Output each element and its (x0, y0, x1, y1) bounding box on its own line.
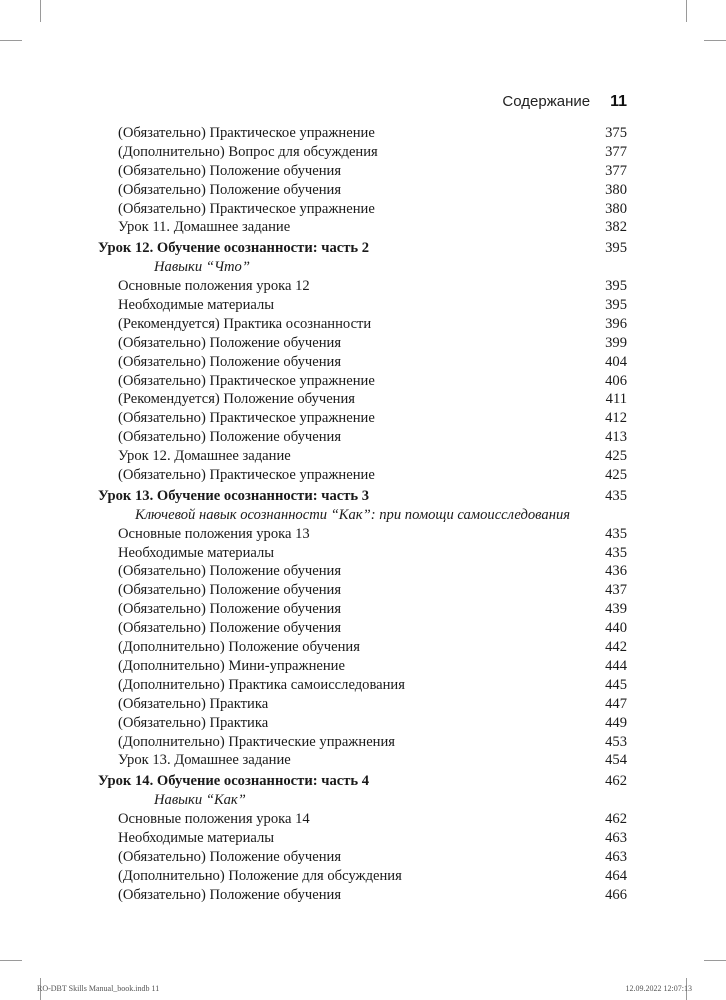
toc-entry-title: (Обязательно) Практическое упражнение (118, 372, 375, 389)
toc-entry-title: (Обязательно) Положение обучения (118, 429, 342, 446)
toc-entry (98, 447, 627, 466)
toc-entry (98, 544, 627, 563)
toc-lesson-subtitle (98, 791, 627, 810)
toc-entry-page-number: 395 (605, 240, 627, 257)
toc-entry-page-number: 453 (605, 733, 627, 750)
crop-mark-right-bottom (704, 960, 726, 961)
toc-entry-page-number: 447 (605, 695, 627, 712)
toc-entry-title: Урок 11. Домашнее задание (118, 219, 291, 236)
toc-entry-page-number: 413 (605, 429, 627, 446)
toc-lesson-heading (98, 487, 627, 506)
toc-entry-page-number: 437 (605, 582, 627, 599)
toc-entry-title: (Дополнительно) Практика самоисследования (118, 676, 405, 693)
toc-entry-title: (Дополнительно) Положение обучения (118, 639, 360, 656)
toc-entry (98, 848, 627, 867)
toc-entry-title: Навыки “Что” (154, 259, 250, 276)
toc-entry-title: Ключевой навык осознанности “Как”: при помощи самоисследования (135, 506, 571, 523)
toc-entry-page-number: 404 (605, 353, 627, 370)
toc-entry-title: (Обязательно) Положение обучения (118, 848, 342, 865)
toc-entry-title: (Обязательно) Практика (118, 714, 269, 731)
toc-entry-title: (Обязательно) Положение обучения (118, 353, 342, 370)
toc-entry-title: Урок 13. Обучение осознанности: часть 3 (98, 487, 370, 504)
toc-entry-title: Урок 12. Обучение осознанности: часть 2 (98, 240, 370, 257)
toc-entry-title: (Обязательно) Положение обучения (118, 620, 342, 637)
toc-lesson-heading (98, 239, 627, 258)
toc-entry-page-number: 380 (605, 181, 627, 198)
toc-entry-page-number: 382 (605, 219, 627, 236)
toc-entry (98, 218, 627, 237)
toc-lesson-heading (98, 772, 627, 791)
toc-entry-title: (Обязательно) Практическое упражнение (118, 467, 375, 484)
toc-entry-title: Основные положения урока 12 (118, 278, 310, 295)
toc-entry (98, 372, 627, 391)
toc-entry-title: (Дополнительно) Вопрос для обсуждения (118, 143, 378, 160)
toc-entry (98, 277, 627, 296)
toc-entry-page-number: 454 (605, 752, 627, 769)
crop-mark-left-bottom (0, 960, 22, 961)
toc-entry (98, 886, 627, 905)
toc-entry-page-number: 440 (605, 620, 627, 637)
toc-entry-title: (Рекомендуется) Положение обучения (118, 391, 355, 408)
toc-entry (98, 657, 627, 676)
toc-entry (98, 810, 627, 829)
toc-entry-page-number: 449 (605, 714, 627, 731)
toc-entry-page-number: 442 (605, 639, 627, 656)
toc-entry-page-number: 377 (605, 143, 627, 160)
footer-file-label: RO-DBT Skills Manual_book.indb 11 (37, 984, 160, 993)
toc-entry (98, 181, 627, 200)
toc-entry-page-number: 445 (605, 676, 627, 693)
toc-entry-page-number: 411 (605, 391, 627, 408)
toc-entry (98, 676, 627, 695)
toc-entry (98, 200, 627, 219)
toc-entry (98, 143, 627, 162)
toc-entry (98, 124, 627, 143)
toc-lesson-subtitle (98, 506, 627, 525)
toc-entry-title: (Обязательно) Положение обучения (118, 886, 342, 903)
toc-entry-page-number: 396 (605, 315, 627, 332)
toc-entry (98, 466, 627, 485)
toc-entry-title: Урок 13. Домашнее задание (118, 752, 291, 769)
toc-entry-page-number: 425 (605, 448, 627, 465)
toc-entry-title: Необходимые материалы (118, 544, 275, 561)
toc-entry-title: (Дополнительно) Мини-упражнение (118, 657, 345, 674)
toc-entry-page-number: 380 (605, 200, 627, 217)
toc-entry (98, 695, 627, 714)
toc-entry (98, 334, 627, 353)
toc-entry-title: Урок 14. Обучение осознанности: часть 4 (98, 773, 370, 790)
toc-entry-title: Необходимые материалы (118, 297, 275, 314)
running-header (0, 93, 627, 113)
toc-entry (98, 733, 627, 752)
crop-mark-top-left (40, 0, 41, 22)
toc-entry-page-number: 462 (605, 773, 627, 790)
toc-entry-page-number: 375 (605, 125, 627, 141)
toc-entry-page-number: 435 (605, 544, 627, 561)
toc-entry-title: Урок 12. Домашнее задание (118, 448, 291, 465)
toc-entry (98, 714, 627, 733)
toc-entry (98, 867, 627, 886)
toc-entry (98, 296, 627, 315)
toc-entry-title: Основные положения урока 13 (118, 525, 310, 542)
toc-entry-page-number: 412 (605, 410, 627, 427)
footer-timestamp: 12.09.2022 12:07:13 (625, 984, 692, 993)
toc-entry (98, 390, 627, 409)
toc-entry (98, 353, 627, 372)
toc-entry-page-number: 399 (605, 334, 627, 351)
toc-entry (98, 638, 627, 657)
crop-mark-right-top (704, 40, 726, 41)
table-of-contents (98, 124, 627, 905)
toc-entry (98, 619, 627, 638)
toc-entry-title: (Обязательно) Положение обучения (118, 601, 342, 618)
toc-entry-page-number: 464 (605, 867, 627, 884)
toc-entry (98, 162, 627, 181)
toc-entry (98, 600, 627, 619)
toc-entry-title: (Обязательно) Практика (118, 695, 269, 712)
toc-entry-title: (Рекомендуется) Практика осознанности (118, 315, 372, 332)
toc-entry-page-number: 436 (605, 563, 627, 580)
toc-entry-page-number: 425 (605, 467, 627, 484)
toc-entry (98, 428, 627, 447)
toc-entry (98, 562, 627, 581)
toc-entry-title: (Дополнительно) Практические упражнения (118, 733, 396, 750)
toc-entry-title: Необходимые материалы (118, 829, 275, 846)
toc-entry (98, 315, 627, 334)
toc-entry-title: (Обязательно) Практическое упражнение (118, 200, 375, 217)
toc-entry-page-number: 466 (605, 886, 627, 903)
toc-entry (98, 525, 627, 544)
toc-lesson-subtitle (98, 258, 627, 277)
toc-entry-page-number: 395 (605, 297, 627, 314)
toc-entry-title: (Дополнительно) Положение для обсуждения (118, 867, 402, 884)
toc-entry-page-number: 444 (605, 657, 627, 674)
toc-entry-page-number: 439 (605, 601, 627, 618)
toc-entry-page-number: 395 (605, 278, 627, 295)
crop-mark-left-top (0, 40, 22, 41)
toc-entry-page-number: 462 (605, 811, 627, 828)
toc-entry-page-number: 435 (605, 487, 627, 504)
toc-entry-title: (Обязательно) Положение обучения (118, 563, 342, 580)
toc-entry-title: Основные положения урока 14 (118, 811, 310, 828)
toc-entry-page-number: 406 (605, 372, 627, 389)
toc-entry-title: (Обязательно) Практическое упражнение (118, 410, 375, 427)
toc-entry (98, 829, 627, 848)
crop-mark-top-right (686, 0, 687, 22)
section-title: Содержание (502, 93, 591, 110)
toc-entry-title: (Обязательно) Положение обучения (118, 162, 342, 179)
toc-entry-page-number: 435 (605, 525, 627, 542)
page-number: 11 (610, 93, 627, 110)
toc-entry-title: (Обязательно) Положение обучения (118, 582, 342, 599)
toc-entry (98, 581, 627, 600)
toc-entry-title: (Обязательно) Положение обучения (118, 181, 342, 198)
toc-entry-page-number: 377 (605, 162, 627, 179)
toc-entry-page-number: 463 (605, 848, 627, 865)
toc-entry-page-number: 463 (605, 829, 627, 846)
toc-entry-title: Навыки “Как” (154, 792, 246, 809)
toc-entry (98, 751, 627, 770)
toc-entry-title: (Обязательно) Практическое упражнение (118, 125, 375, 141)
toc-entry (98, 409, 627, 428)
toc-entry-title: (Обязательно) Положение обучения (118, 334, 342, 351)
